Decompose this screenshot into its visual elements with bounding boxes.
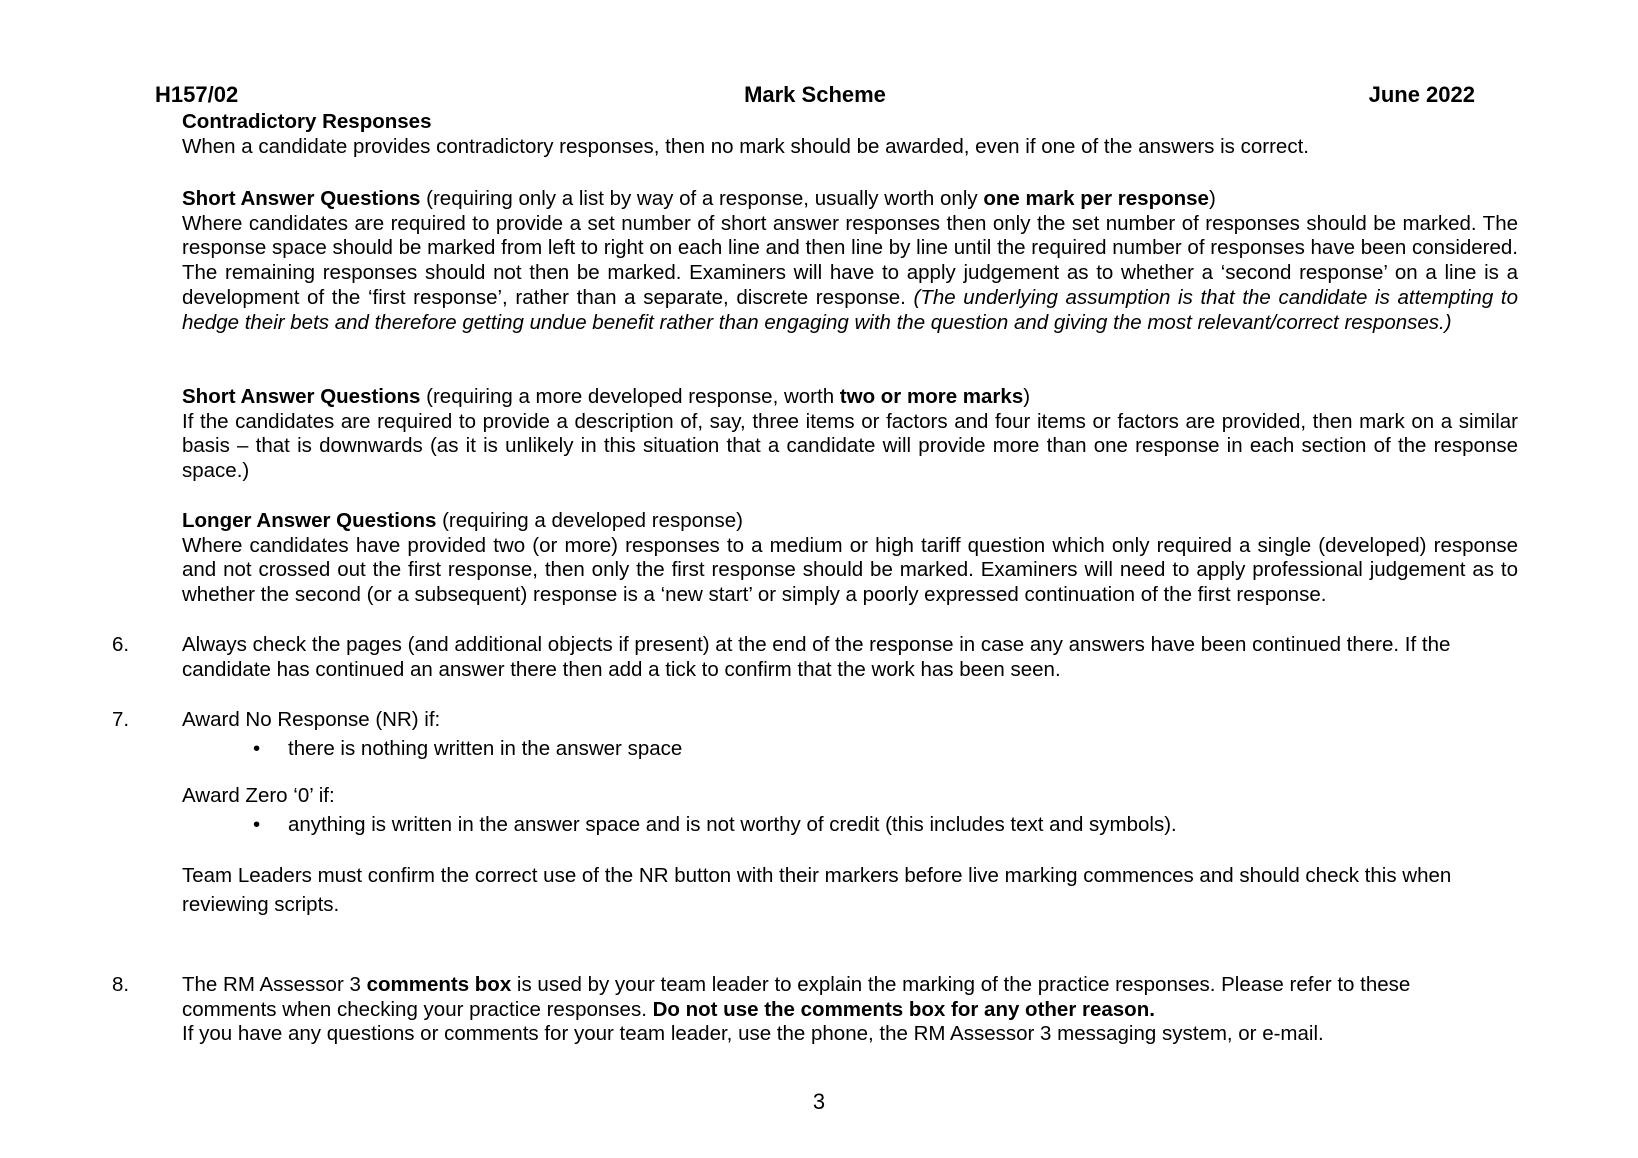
short-list-body-text: Where candidates are required to provide a set number of short answer responses then only the set number of responses should be marked. The response space should be marked from left to right on each line and then line by line until the required number of responses have been considered. The remaining responses should not then be marked. Examiners will have to apply judgement as to whether a ‘second response’ on a line is a development of the ‘first response’, rather than a separate, discrete response. (182, 211, 1518, 309)
item-6-number: 6. (112, 633, 130, 656)
short-list-intro (182, 187, 1518, 212)
longer-body: Where candidates have provided two (or more) responses to a medium or high tariff question which only required a single (developed) response and not crossed out the first response, then only the first response should be marked. Examiners will need to apply professional judgement as to whether the second (or a subsequent) response is a ‘new start’ or simply a poorly expressed continuation of the first response. (182, 533, 1518, 607)
zero-label: Award Zero ‘0’ if: (182, 784, 335, 807)
short-list-intro-post: ) (1208, 187, 1216, 210)
bullet-icon: • (253, 737, 261, 760)
page-number: 3 (812, 1089, 826, 1114)
longer-heading: Longer Answer Questions (182, 509, 437, 532)
item-8-line2: If you have any questions or comments for your team leader, use the phone, the RM Assessor 3 messaging system, or e-mail. (182, 1022, 1324, 1046)
short-list-body-italic: (The underlying assumption is that the candidate is attempting to hedge their bets and therefore getting undue benefit rather than engaging with the question and giving the most relevant/correct responses.) (182, 285, 1518, 334)
short-list-body (182, 212, 1518, 336)
item-8-bold-warning: Do not use the comments box for any other reason. (652, 997, 1155, 1021)
short-list-heading: Short Answer Questions (182, 187, 421, 210)
contradictory-heading: Contradictory Responses (182, 110, 432, 133)
document-code: H157/02 (155, 82, 239, 107)
longer-section (182, 509, 1518, 608)
page-header (155, 83, 1475, 109)
short-developed-intro-pre: (requiring a more developed response, worth (420, 385, 840, 408)
document-date: June 2022 (1368, 82, 1475, 107)
item-8-pre: The RM Assessor 3 (182, 973, 367, 996)
contradictory-section (182, 110, 1518, 159)
item-8-text (182, 973, 1492, 1022)
item-8-number: 8. (112, 973, 130, 996)
contradictory-body: When a candidate provides contradictory responses, then no mark should be awarded, even if one of the answers is correct. (182, 134, 1309, 158)
short-list-section (182, 187, 1518, 335)
short-developed-intro-post: ) (1023, 385, 1031, 408)
short-list-intro-bold: one mark per response (983, 187, 1209, 210)
bullet-icon: • (253, 813, 261, 836)
short-developed-body: If the candidates are required to provide a description of, say, three items or factors and four items or factors are provided, then mark on a similar basis – that is downwards (as it is unlikely in this situation that a candidate will provide more than one response in each section of the response space.) (182, 409, 1518, 483)
short-developed-heading: Short Answer Questions (182, 385, 421, 408)
short-developed-intro (182, 385, 1518, 410)
short-developed-intro-bold: two or more marks (839, 385, 1024, 408)
item-6-text: Always check the pages (and additional objects if present) at the end of the response in case any answers have been continued there. If the candidate has continued an answer there then add a tick to confirm that the work has been seen. (182, 633, 1451, 681)
nr-bullet-text: there is nothing written in the answer space (288, 737, 683, 760)
team-leader-note: Team Leaders must confirm the correct use of the NR button with their markers before live marking commences and should check this when reviewing scripts. (182, 864, 1452, 916)
short-developed-section (182, 385, 1518, 484)
short-list-intro-pre: (requiring only a list by way of a response, usually worth only (420, 187, 984, 210)
longer-intro (182, 509, 1518, 534)
zero-bullet-text: anything is written in the answer space and is not worthy of credit (this includes text and symbols). (288, 813, 1177, 836)
item-8-mid: is used by your team leader to explain the marking of the practice responses. Please refer to these comments when checking your practice responses. (182, 973, 1411, 1021)
item-8-bold-comments-box: comments box (366, 973, 512, 996)
item-8-section (182, 973, 1492, 1047)
document-title: Mark Scheme (744, 82, 886, 107)
longer-intro-text: (requiring a developed response) (436, 509, 743, 532)
nr-label: Award No Response (NR) if: (182, 708, 441, 731)
item-7-number: 7. (112, 708, 130, 731)
